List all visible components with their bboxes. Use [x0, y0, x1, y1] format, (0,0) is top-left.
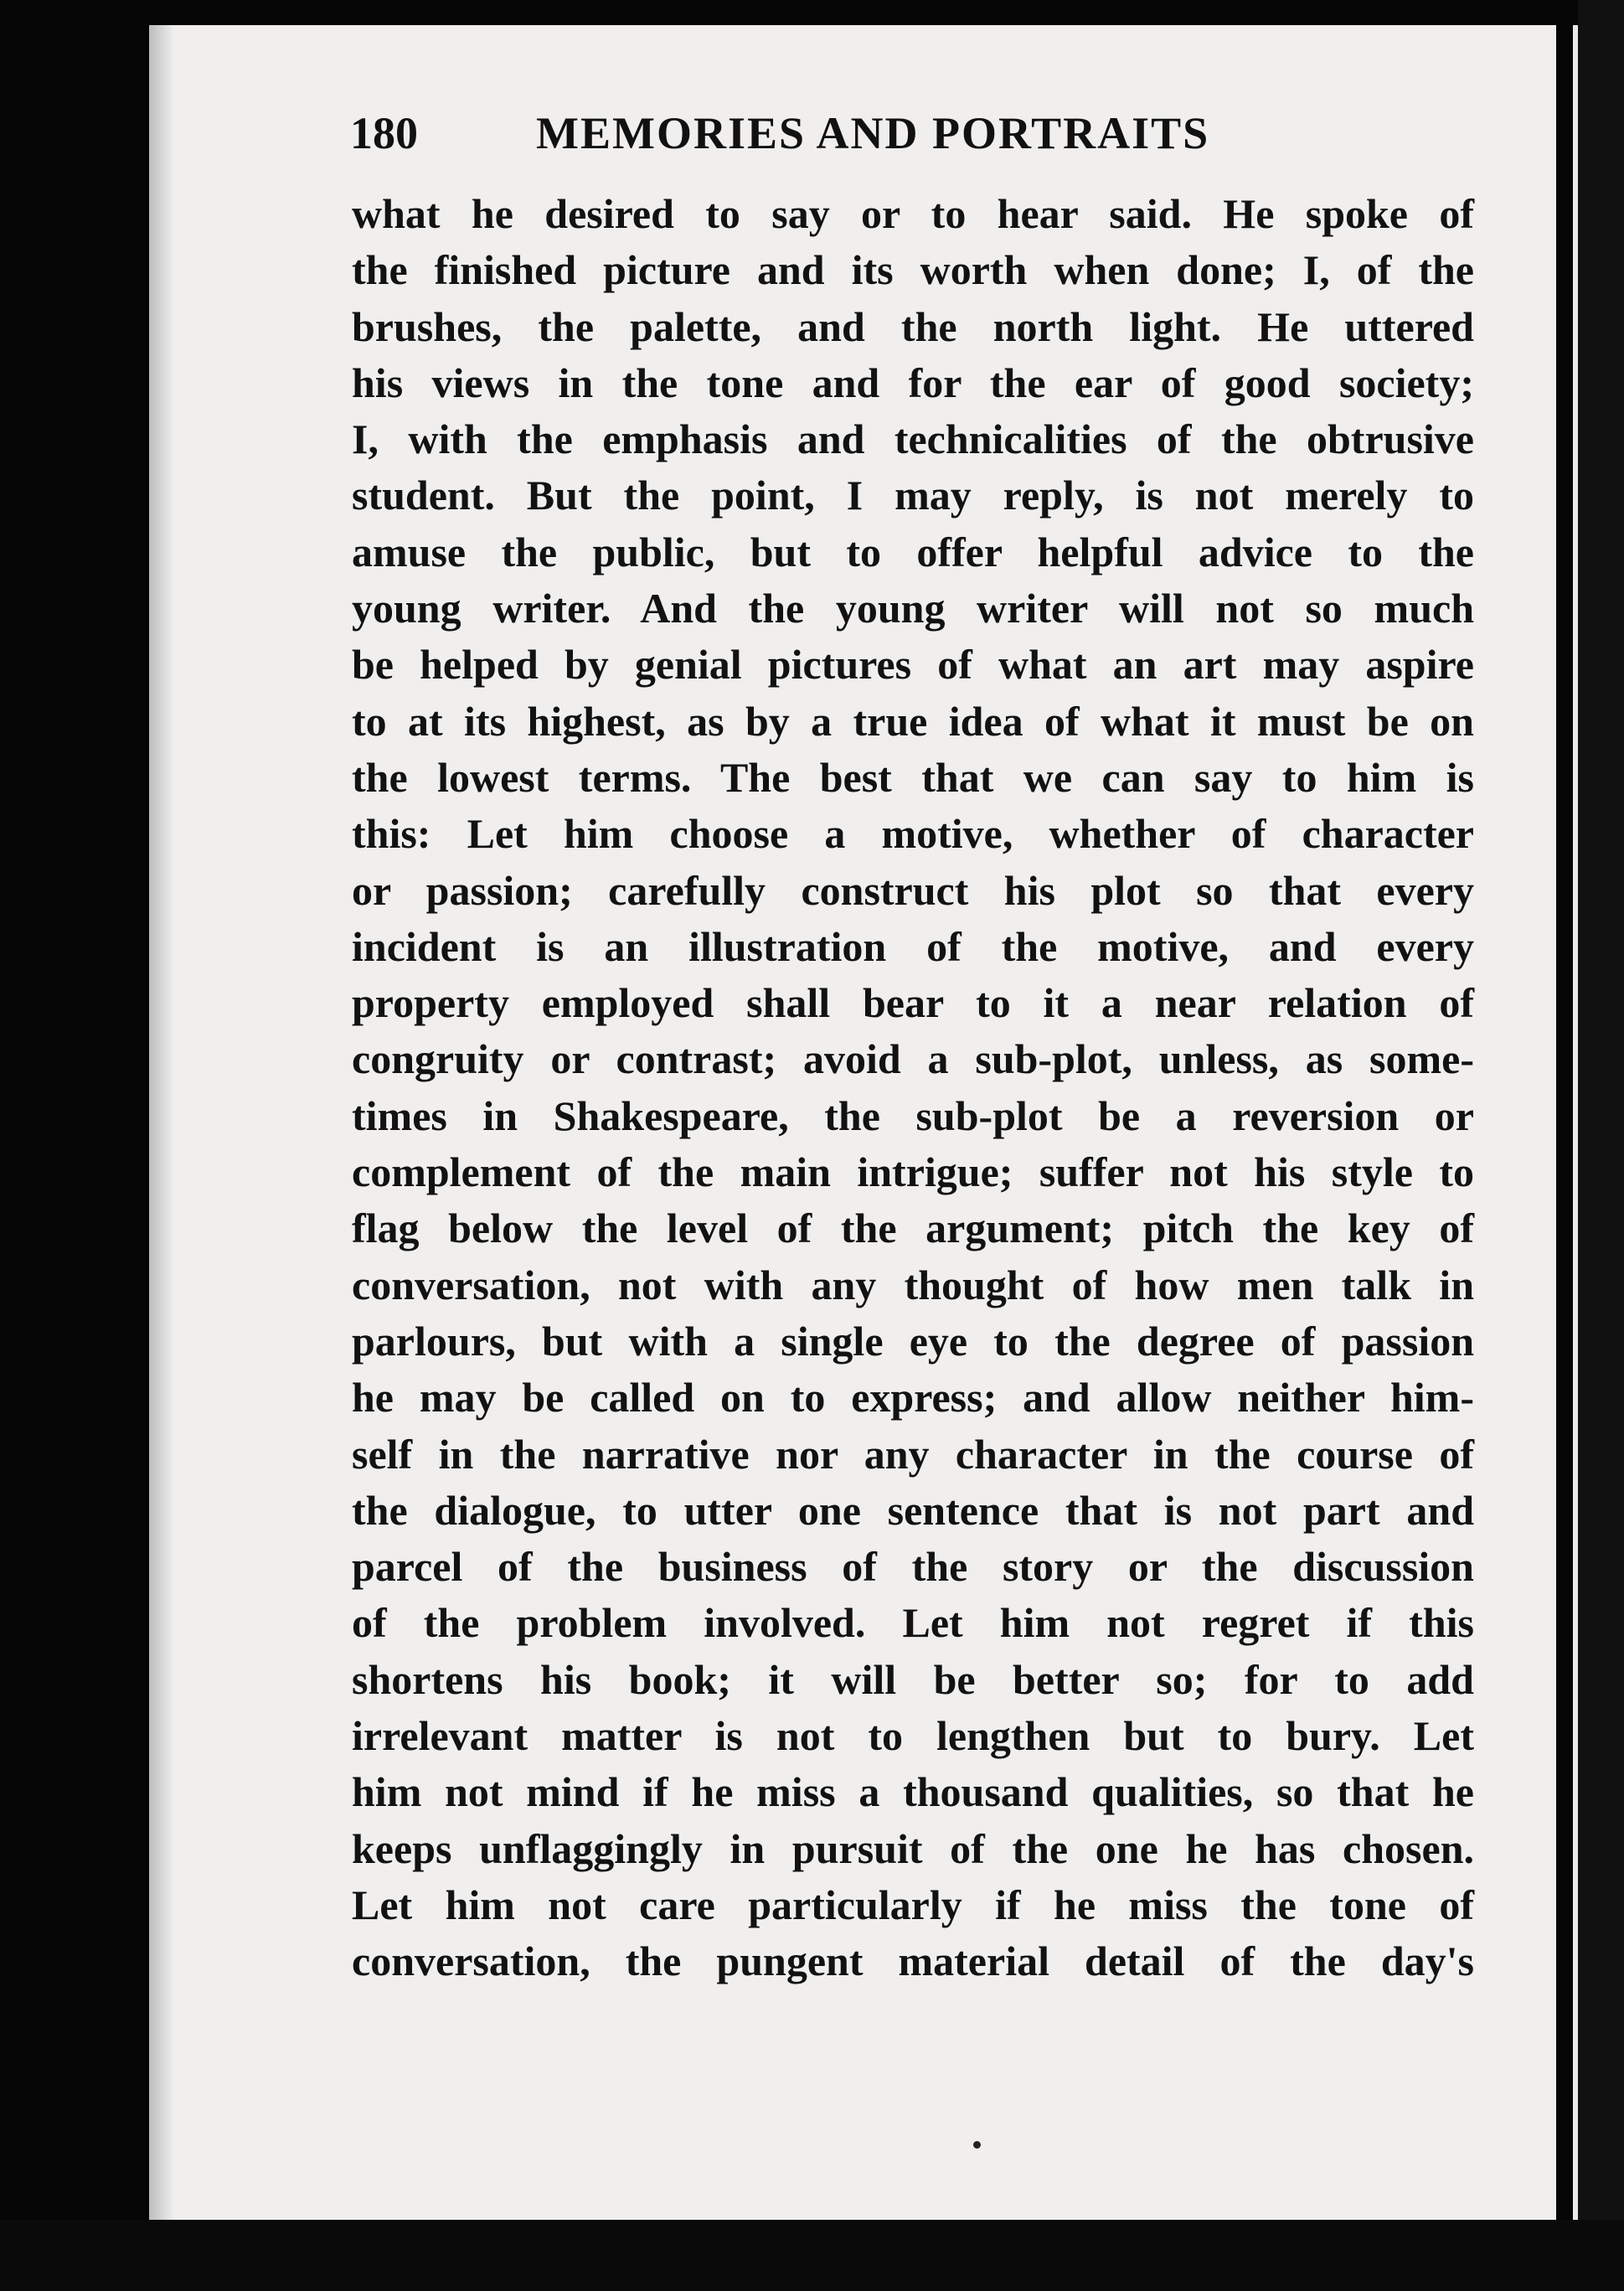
text-line: young writer. And the young writer will not so much [352, 585, 1474, 632]
text-line: conversation, the pungent material detail of the day's [352, 1938, 1474, 1985]
text-line: times in Shakespeare, the sub-plot be a reversion or [352, 1091, 1474, 1139]
body-text [352, 186, 1474, 1990]
page-number: 180 [350, 108, 418, 158]
running-title: MEMORIES AND PORTRAITS [536, 108, 1210, 158]
text-line: flag below the level of the argument; pitch the key of [352, 1205, 1474, 1252]
page-gutter-shadow [149, 25, 174, 2220]
text-line: parlours, but with a single eye to the degree of passion [352, 1317, 1474, 1365]
book-spine [1578, 0, 1624, 2291]
text-line: this: Let him choose a motive, whether of character [352, 810, 1474, 858]
text-line: to at its highest, as by a true idea of what it must be on [352, 697, 1474, 745]
text-line: or passion; carefully construct his plot so that every [352, 866, 1474, 914]
text-line: conversation, not with any thought of how men talk in [352, 1261, 1474, 1308]
text-line: irrelevant matter is not to lengthen but to bury. Let [352, 1712, 1474, 1760]
text-line: incident is an illustration of the motive, and every [352, 922, 1474, 970]
text-line: him not mind if he miss a thousand qualities, so that he [352, 1768, 1474, 1816]
text-line: amuse the public, but to offer helpful advice to the [352, 528, 1474, 575]
print-speck [973, 2141, 981, 2149]
text-line: shortens his book; it will be better so; for to add [352, 1655, 1474, 1703]
text-line: keeps unflaggingly in pursuit of the one he has chosen. [352, 1824, 1474, 1872]
text-line: his views in the tone and for the ear of good society; [352, 359, 1474, 406]
text-line: congruity or contrast; avoid a sub-plot, unless, as some- [352, 1035, 1474, 1083]
text-line: self in the narrative nor any character in the course of [352, 1430, 1474, 1478]
text-line: the dialogue, to utter one sentence that is not part and [352, 1486, 1474, 1534]
text-line: I, with the emphasis and technicalities of the obtrusive [352, 415, 1474, 463]
text-line: the lowest terms. The best that we can say to him is [352, 753, 1474, 801]
scan-bottom-border [0, 2220, 1624, 2291]
text-line: what he desired to say or to hear said. He spoke of [352, 190, 1474, 237]
text-line: complement of the main intrigue; suffer not his style to [352, 1148, 1474, 1196]
text-line: he may be called on to express; and allow neither him- [352, 1374, 1474, 1422]
text-line: the finished picture and its worth when done; I, of the [352, 246, 1474, 294]
text-line: student. But the point, I may reply, is not merely to [352, 472, 1474, 519]
text-line: of the problem involved. Let him not regret if this [352, 1599, 1474, 1647]
text-line: be helped by genial pictures of what an art may aspire [352, 641, 1474, 689]
text-line: property employed shall bear to it a near relation of [352, 979, 1474, 1027]
text-line: Let him not care particularly if he miss the tone of [352, 1881, 1474, 1928]
running-header [350, 107, 1523, 166]
text-line: parcel of the business of the story or the discussion [352, 1543, 1474, 1591]
text-line: brushes, the palette, and the north light. He uttered [352, 302, 1474, 350]
